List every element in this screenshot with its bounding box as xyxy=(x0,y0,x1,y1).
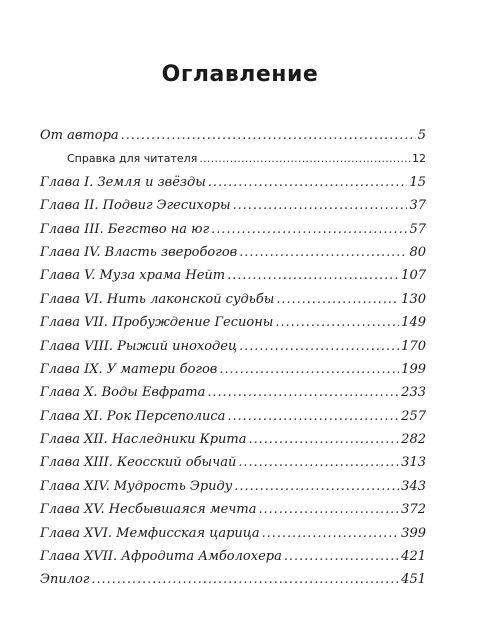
toc-entry[interactable] xyxy=(40,171,426,194)
toc-entry-page: 12 xyxy=(412,152,426,166)
toc-entry-label: Глава II. Подвиг Эгесихоры xyxy=(40,198,231,214)
toc-entry[interactable] xyxy=(40,241,426,264)
toc-entry[interactable] xyxy=(40,428,426,451)
toc-entry-page: 37 xyxy=(409,198,426,214)
toc-entry-page: 170 xyxy=(401,338,426,354)
dot-leader xyxy=(207,381,399,404)
toc-entry-label: Глава XIII. Кеосский обычай xyxy=(40,455,237,471)
toc-entry-page: 57 xyxy=(409,221,426,237)
toc-entry-label: Глава V. Муза храма Нейт xyxy=(40,268,226,284)
toc-entry-label: Глава IX. У матери богов xyxy=(40,361,218,377)
toc-entry-page: 372 xyxy=(401,502,426,518)
toc-entry[interactable] xyxy=(40,568,426,591)
toc-entry[interactable] xyxy=(40,264,426,287)
dot-leader xyxy=(211,218,407,241)
toc-entry-page: 233 xyxy=(401,385,426,401)
toc-entry-label: Глава X. Воды Евфрата xyxy=(40,385,206,401)
toc-entry[interactable] xyxy=(40,381,426,404)
toc-entry[interactable] xyxy=(40,335,426,358)
toc-entry[interactable] xyxy=(40,475,426,498)
dot-leader xyxy=(219,358,399,381)
dot-leader xyxy=(121,124,416,147)
toc-entry[interactable] xyxy=(40,147,426,170)
dot-leader xyxy=(276,288,399,311)
toc-entry-label: Глава VII. Пробуждение Гесионы xyxy=(40,315,274,331)
toc-entry-label: Глава III. Бегство на юг xyxy=(40,221,210,237)
table-of-contents xyxy=(40,124,426,592)
toc-entry-page: 130 xyxy=(401,291,426,307)
dot-leader xyxy=(91,568,399,591)
toc-entry-page: 15 xyxy=(409,174,426,190)
toc-entry-label: Эпилог xyxy=(40,572,90,588)
dot-leader xyxy=(239,335,399,358)
dot-leader xyxy=(238,451,399,474)
toc-entry-label: Справка для читателя xyxy=(67,152,198,166)
toc-entry-page: 451 xyxy=(401,572,426,588)
toc-entry[interactable] xyxy=(40,451,426,474)
toc-entry-label: Глава XII. Наследники Крита xyxy=(40,432,247,448)
dot-leader xyxy=(227,264,399,287)
dot-leader xyxy=(275,311,399,334)
toc-entry-page: 313 xyxy=(401,455,426,471)
toc-entry[interactable] xyxy=(40,288,426,311)
toc-entry-page: 421 xyxy=(401,549,426,565)
toc-entry-page: 80 xyxy=(409,244,426,260)
toc-entry[interactable] xyxy=(40,498,426,521)
dot-leader xyxy=(234,475,399,498)
dot-leader xyxy=(199,147,410,170)
toc-entry[interactable] xyxy=(40,194,426,217)
toc-entry-label: Глава VIII. Рыжий иноходец xyxy=(40,338,238,354)
dot-leader xyxy=(227,405,399,428)
dot-leader xyxy=(233,194,408,217)
toc-entry[interactable] xyxy=(40,522,426,545)
toc-entry-label: Глава I. Земля и звёзды xyxy=(40,174,206,190)
toc-entry-page: 257 xyxy=(401,408,426,424)
toc-entry-label: Глава XI. Рок Персеполиса xyxy=(40,408,226,424)
toc-entry-label: Глава IV. Власть зверобогов xyxy=(40,244,238,260)
toc-entry[interactable] xyxy=(40,545,426,568)
toc-entry-label: Глава XIV. Мудрость Эриду xyxy=(40,478,233,494)
toc-entry-page: 282 xyxy=(401,432,426,448)
toc-entry[interactable] xyxy=(40,311,426,334)
toc-entry-page: 199 xyxy=(401,361,426,377)
toc-entry-page: 149 xyxy=(401,315,426,331)
dot-leader xyxy=(284,545,399,568)
dot-leader xyxy=(239,241,407,264)
toc-entry-label: Глава XVII. Афродита Амболохера xyxy=(40,549,282,565)
dot-leader xyxy=(258,498,399,521)
toc-entry[interactable] xyxy=(40,405,426,428)
toc-entry-page: 107 xyxy=(401,268,426,284)
toc-entry[interactable] xyxy=(40,124,426,147)
toc-entry-label: Глава XVI. Мемфисская царица xyxy=(40,525,260,541)
toc-entry-page: 5 xyxy=(417,128,426,143)
toc-entry[interactable] xyxy=(40,358,426,381)
dot-leader xyxy=(262,522,400,545)
toc-entry-page: 399 xyxy=(401,525,426,541)
toc-entry-label: Глава XV. Несбывшаяся мечта xyxy=(40,502,257,518)
dot-leader xyxy=(208,171,408,194)
toc-entry-label: Глава VI. Нить лаконской судьбы xyxy=(40,291,275,307)
toc-entry-label: От автора xyxy=(40,128,119,143)
page-title: Оглавление xyxy=(161,62,319,87)
dot-leader xyxy=(249,428,400,451)
toc-entry-page: 343 xyxy=(401,478,426,494)
toc-entry[interactable] xyxy=(40,218,426,241)
